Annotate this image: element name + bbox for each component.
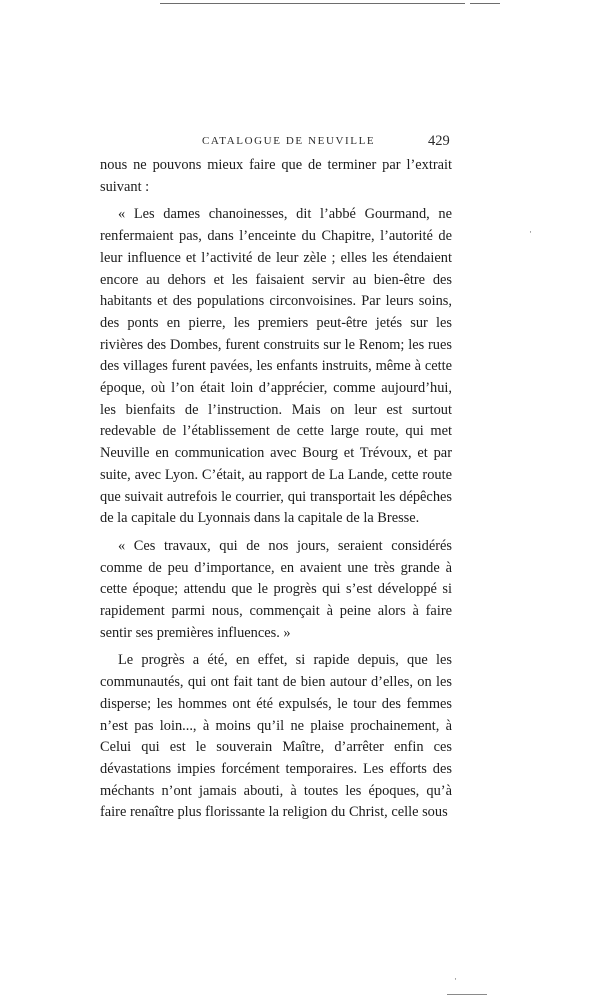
- page-number: 429: [428, 133, 450, 149]
- margin-mark: ·: [529, 227, 532, 237]
- paragraph-quote-travaux: « Ces travaux, qui de nos jours, seraient considérés comme de peu d’importance, en avaient une très grande à cette époque; attendu que le progrès qui s’est développé si rapidement parmi nous, commençait à peine alors à faire sentir ses premières influences. »: [100, 537, 452, 641]
- paragraph-progres: Le progrès a été, en effet, si rapide depuis, que les communautés, qui ont fait tant de bien autour d’elles, on les disperse; les hommes ont été expulsés, le tour des femmes n’est pas loin..., à moins qu’il ne plaise prochainement, à Celui qui est le souverain Maître, d’arrêter enfin ces dévastations impies forcément temporaires. Les efforts des méchants n’ont jamais abouti, à toutes les époques, qu’à faire renaître plus florissante la religion du Christ, celle sous: [100, 652, 452, 821]
- running-title: CATALOGUE DE NEUVILLE: [202, 135, 376, 147]
- top-rule: [160, 3, 465, 4]
- paragraph-continuation: nous ne pouvons mieux faire que de terminer par l’extrait suivant :: [100, 157, 452, 195]
- page-header: [0, 133, 600, 155]
- paragraph-quote-gourmand: « Les dames chanoinesses, dit l’abbé Gourmand, ne renfermaient pas, dans l’enceinte du Chapitre, l’autorité de leur influence et l’activité de leur zèle ; elles les étendaient encore au dehors et les faisaient servir au bien-être des habitants et des populations circonvoisines. Par leurs soins, des ponts en pierre, les premiers peut-être jetés sur les rivières des Dombes, furent construits sur le Renom; les rues des villages furent pavées, les enfants instruits, même à cette époque, où l’on était loin d’apprécier, comme aujourd’hui, les bienfaits de l’instruction. Mais on leur est surtout redevable de l’établissement de cette large route, qui met Neuville en communication avec Bourg et Trévoux, et par suite, avec Lyon. C’était, au rapport de La Lande, cette route que suivait autrefois le courrier, qui transportait les dépêches de la capitale du Lyonnais dans la capitale de la Bresse.: [100, 206, 452, 527]
- page-body: [100, 155, 452, 824]
- bottom-mark: ·: [454, 974, 457, 984]
- top-rule-short: [470, 3, 500, 4]
- bottom-rule: [447, 994, 487, 995]
